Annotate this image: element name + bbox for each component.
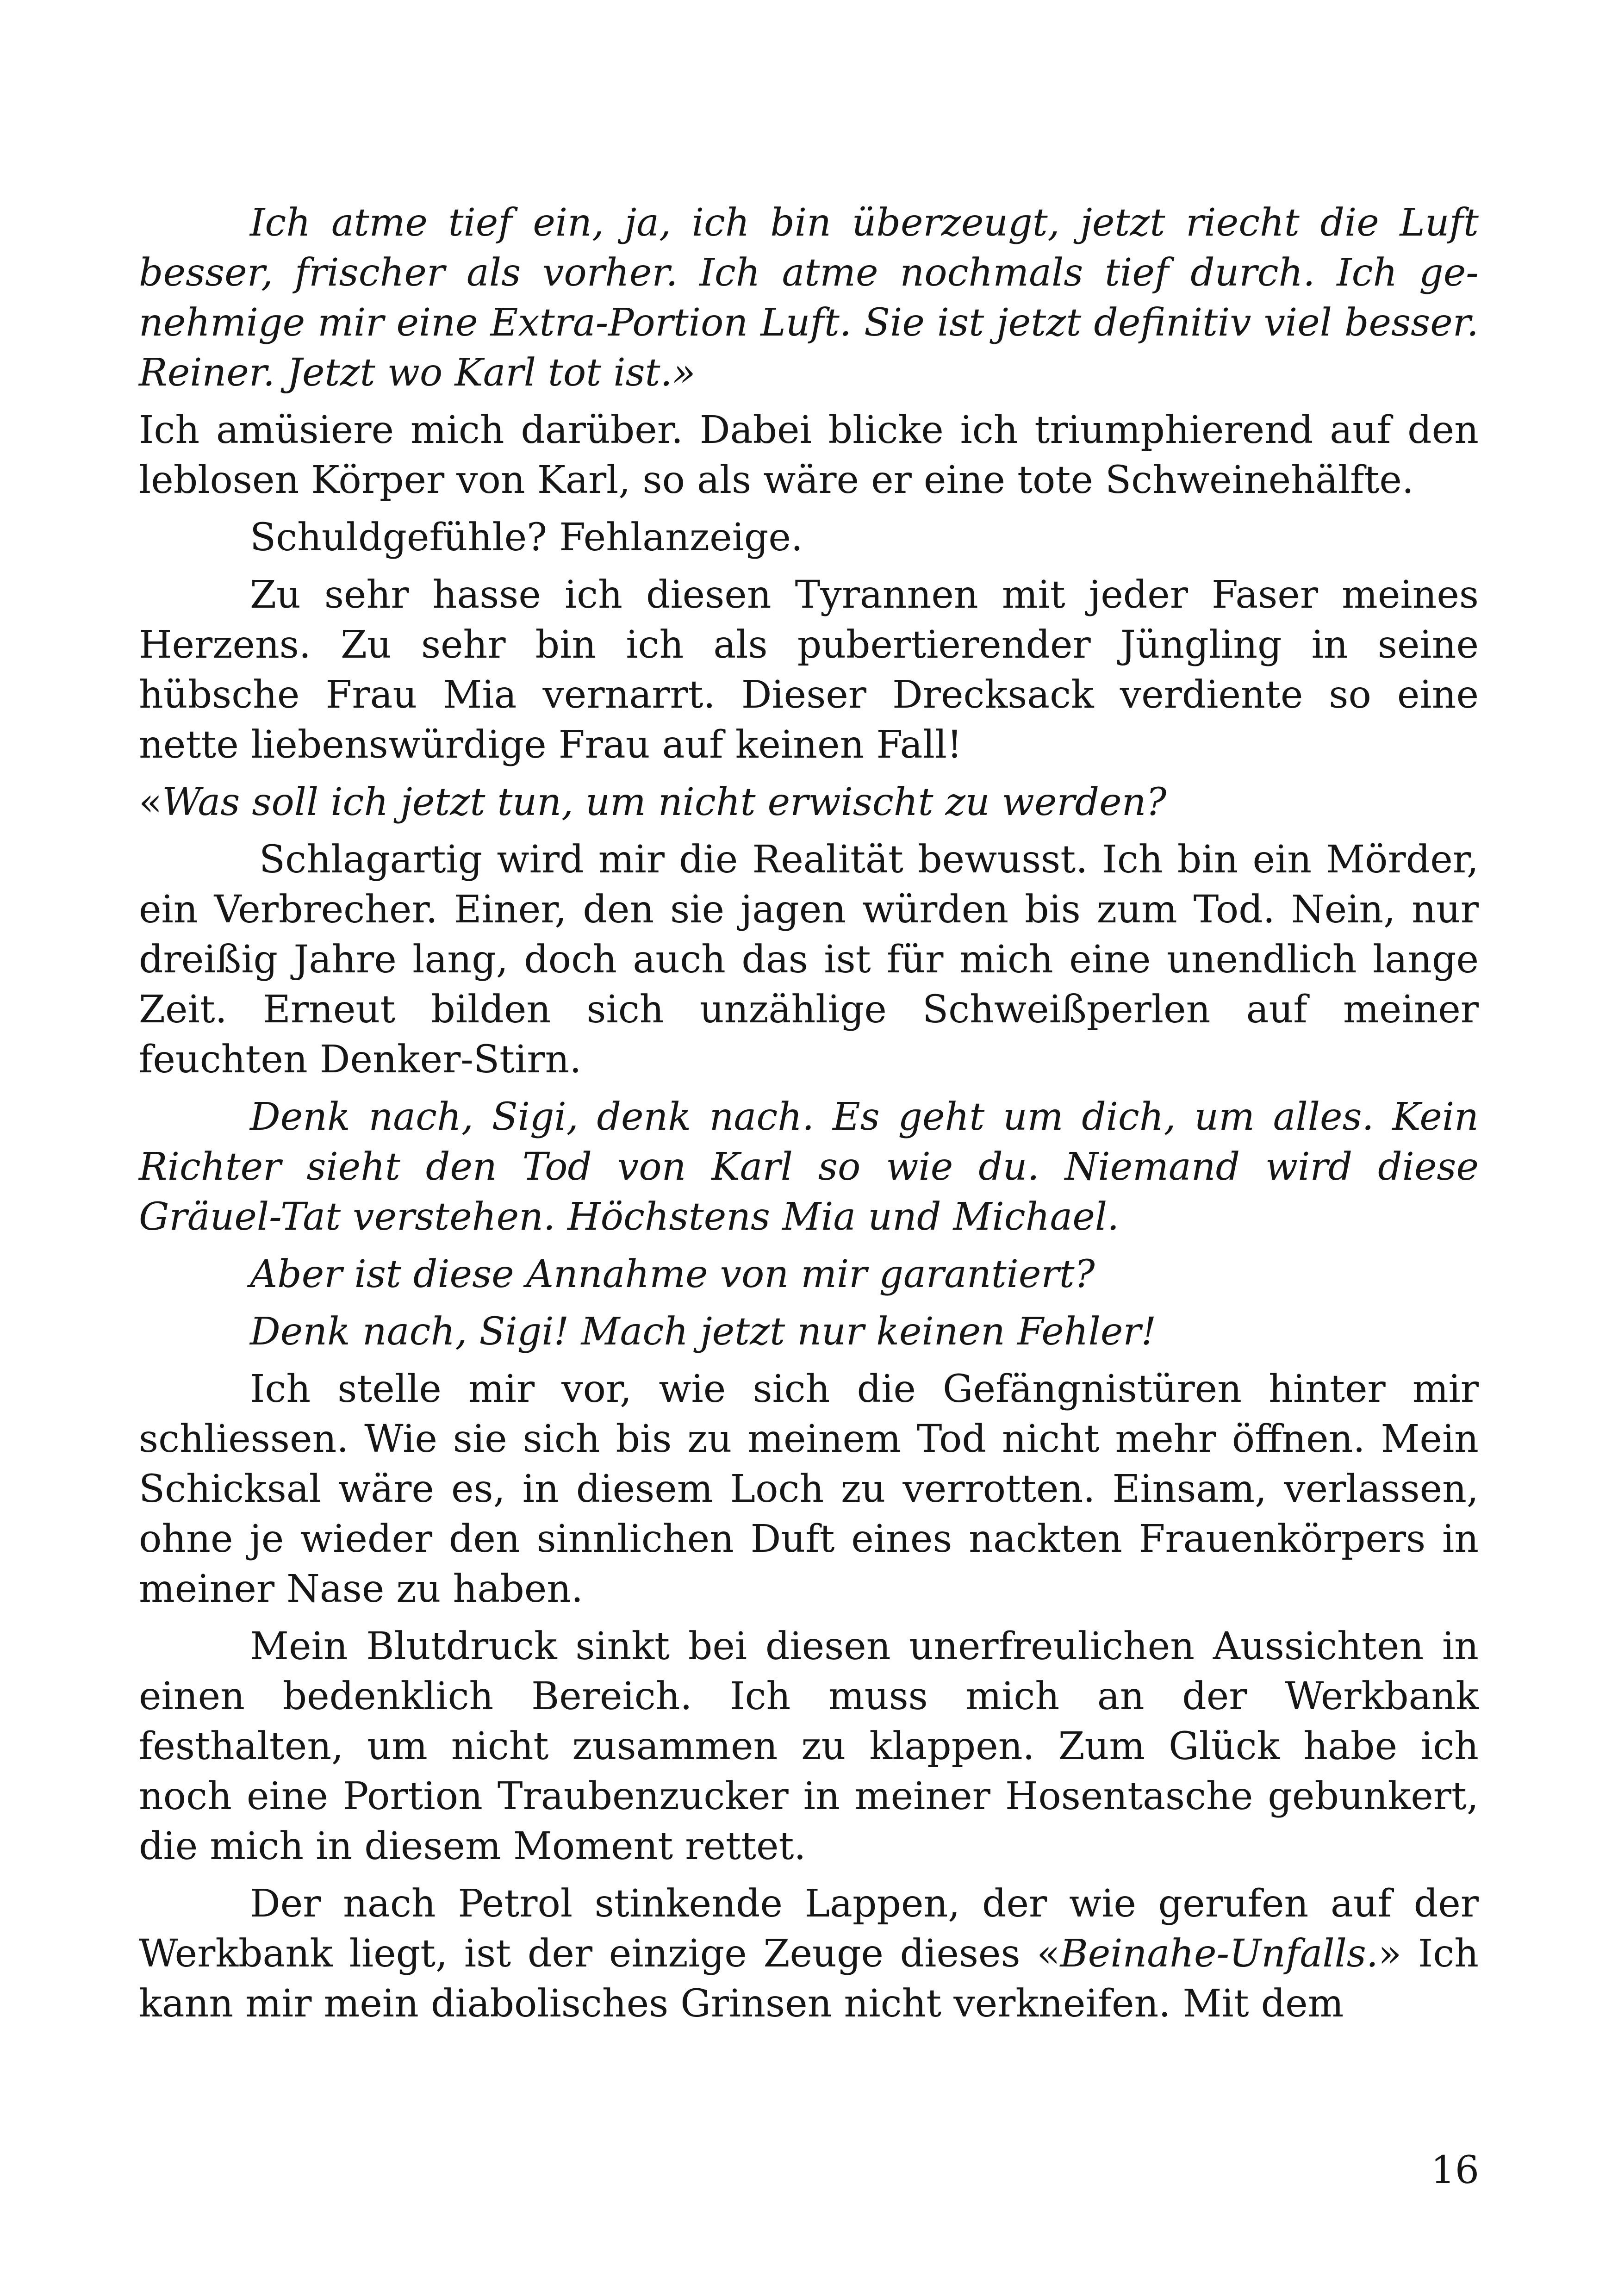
paragraph-4: Zu sehr hasse ich diesen Tyrannen mit jeder Faser meines Herzens. Zu sehr bin ich als pubertierender Jüngling in seine hübsche Frau Mia vernarrt. Dieser Drecksack verdiente so eine nette liebenswürdige Frau auf keinen Fall! [139,573,1479,767]
paragraph-9: Denk nach, Sigi! Mach jetzt nur keinen Fehler! [250,1310,1157,1354]
page-number: 16 [1431,2148,1479,2192]
paragraph-6: Schlagartig wird mir die Realität bewusst. Ich bin ein Mörder, ein Verbrecher. Einer, den sie jagen würden bis zum Tod. Nein, nur dreißig Jahre lang, doch auch das ist für mich eine unendlich lange Zeit. Erneut bilden sich unzählige Schweißperlen auf meiner feuchten Denker-Stirn. [139,838,1479,1082]
paragraph-12-italic: Beinahe-Unfalls. [1060,1932,1378,1976]
paragraph-12-start: Der nach Petrol stinkende Lappen, der wie gerufen auf der Werkbank liegt, ist der einzige Zeuge dieses « [139,1882,1479,1976]
quote-open-mark: « [139,780,162,824]
paragraph-8: Aber ist diese Annahme von mir garantiert? [250,1252,1095,1296]
paragraph-12 [139,1879,1479,2029]
body-text [139,198,1479,2036]
paragraph-11: Mein Blutdruck sinkt bei diesen unerfreulichen Aussichten in einen bedenklich Bereich. Ich muss mich an der Werkbank festhalten, um nicht zusammen zu klappen. Zum Glück habe ich noch eine Portion Traubenzucker in meiner Hosentasche gebunkert, die mich in diesem Moment rettet. [139,1624,1479,1868]
paragraph-1: Ich atme tief ein, ja, ich bin überzeugt, jetzt riecht die Luft besser, frischer als vorher. Ich atme nochmals tief durch. Ich genehmige mir eine Extra-Portion Luft. Sie ist jetzt definitiv viel besser. Reiner. Jetzt wo Karl tot ist.» [139,201,1479,395]
paragraph-10: Ich stelle mir vor, wie sich die Gefängnistüren hinter mir schliessen. Wie sie sich bis zu meinem Tod nicht mehr öffnen. Mein Schicksal wäre es, in diesem Loch zu verrotten. Einsam, verlassen, ohne je wieder den sinnlichen Duft eines nackten Frauenkörpers in meiner Nase zu haben. [139,1367,1479,1611]
quote-text: Was soll ich jetzt tun, um nicht erwischt zu werden? [162,780,1167,824]
paragraph-12-end: » Ich kann mir mein diabolisches Grinsen nicht verkneifen. Mit dem [139,1932,1479,2026]
paragraph-3: Schuldgefühle? Fehlanzeige. [250,516,803,560]
paragraph-5 [139,778,1479,828]
paragraph-7: Denk nach, Sigi, denk nach. Es geht um dich, um alles. Kein Richter sieht den Tod von Karl so wie du. Niemand wird diese Gräuel-Tat verstehen. Höchstens Mia und Michael. [139,1095,1479,1239]
paragraph-2: Ich amüsiere mich darüber. Dabei blicke ich triumphierend auf den leblosen Körper von Karl, so als wäre er eine tote Schweinehälfte. [139,408,1479,502]
